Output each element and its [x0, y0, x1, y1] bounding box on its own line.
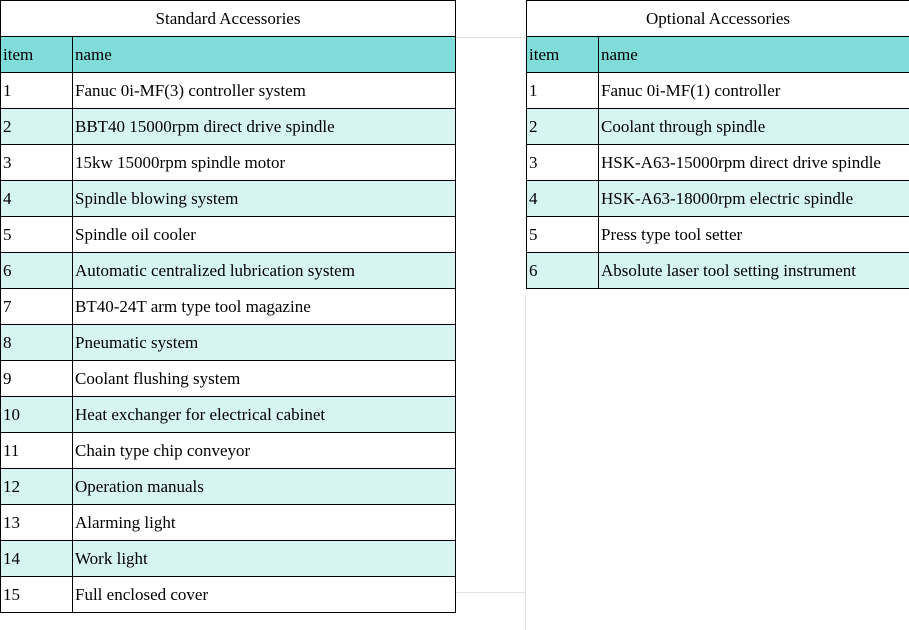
table-row [1, 433, 456, 469]
item-cell: 6 [1, 253, 73, 289]
name-cell: Fanuc 0i-MF(3) controller system [73, 73, 456, 109]
table-row [527, 73, 909, 109]
column-header-name: name [73, 37, 456, 73]
name-cell: BBT40 15000rpm direct drive spindle [73, 109, 456, 145]
name-cell: Coolant through spindle [599, 109, 909, 145]
column-header-item: item [1, 37, 73, 73]
name-cell: Operation manuals [73, 469, 456, 505]
item-cell: 3 [527, 145, 599, 181]
table-row [1, 469, 456, 505]
table-row [1, 217, 456, 253]
item-cell: 1 [1, 73, 73, 109]
name-cell: Chain type chip conveyor [73, 433, 456, 469]
table-row [1, 253, 456, 289]
gap-gridline [525, 296, 526, 630]
name-cell: Automatic centralized lubrication system [73, 253, 456, 289]
gap-gridline [455, 37, 526, 38]
item-cell: 2 [527, 109, 599, 145]
table-row [1, 397, 456, 433]
item-cell: 10 [1, 397, 73, 433]
table-row [1, 73, 456, 109]
table-row [527, 253, 909, 289]
name-cell: Spindle oil cooler [73, 217, 456, 253]
item-cell: 5 [1, 217, 73, 253]
table-header-row [527, 37, 909, 73]
gap-gridline [455, 592, 526, 593]
table-row [1, 577, 456, 613]
item-cell: 6 [527, 253, 599, 289]
table-row [1, 289, 456, 325]
item-cell: 14 [1, 541, 73, 577]
table-header-row [1, 37, 456, 73]
name-cell: Fanuc 0i-MF(1) controller [599, 73, 909, 109]
name-cell: 15kw 15000rpm spindle motor [73, 145, 456, 181]
table-row [527, 217, 909, 253]
table-row [1, 325, 456, 361]
name-cell: Alarming light [73, 505, 456, 541]
table-title: Standard Accessories [1, 1, 456, 37]
item-cell: 4 [527, 181, 599, 217]
item-cell: 1 [527, 73, 599, 109]
table-row [1, 361, 456, 397]
name-cell: Absolute laser tool setting instrument [599, 253, 909, 289]
table-row [1, 181, 456, 217]
table-title: Optional Accessories [527, 1, 909, 37]
table-row [527, 109, 909, 145]
item-cell: 8 [1, 325, 73, 361]
item-cell: 7 [1, 289, 73, 325]
standard-accessories-table [0, 0, 456, 613]
item-cell: 13 [1, 505, 73, 541]
name-cell: Work light [73, 541, 456, 577]
name-cell: HSK-A63-18000rpm electric spindle [599, 181, 909, 217]
name-cell: Coolant flushing system [73, 361, 456, 397]
name-cell: Spindle blowing system [73, 181, 456, 217]
item-cell: 3 [1, 145, 73, 181]
name-cell: Heat exchanger for electrical cabinet [73, 397, 456, 433]
name-cell: BT40-24T arm type tool magazine [73, 289, 456, 325]
item-cell: 2 [1, 109, 73, 145]
column-header-item: item [527, 37, 599, 73]
optional-accessories-table [526, 0, 909, 289]
item-cell: 12 [1, 469, 73, 505]
item-cell: 9 [1, 361, 73, 397]
table-row [527, 181, 909, 217]
table-row [1, 145, 456, 181]
item-cell: 15 [1, 577, 73, 613]
name-cell: Full enclosed cover [73, 577, 456, 613]
table-row [527, 145, 909, 181]
item-cell: 11 [1, 433, 73, 469]
name-cell: Pneumatic system [73, 325, 456, 361]
name-cell: Press type tool setter [599, 217, 909, 253]
column-header-name: name [599, 37, 909, 73]
item-cell: 4 [1, 181, 73, 217]
table-row [1, 541, 456, 577]
table-row [1, 505, 456, 541]
table-row [1, 109, 456, 145]
name-cell: HSK-A63-15000rpm direct drive spindle [599, 145, 909, 181]
item-cell: 5 [527, 217, 599, 253]
